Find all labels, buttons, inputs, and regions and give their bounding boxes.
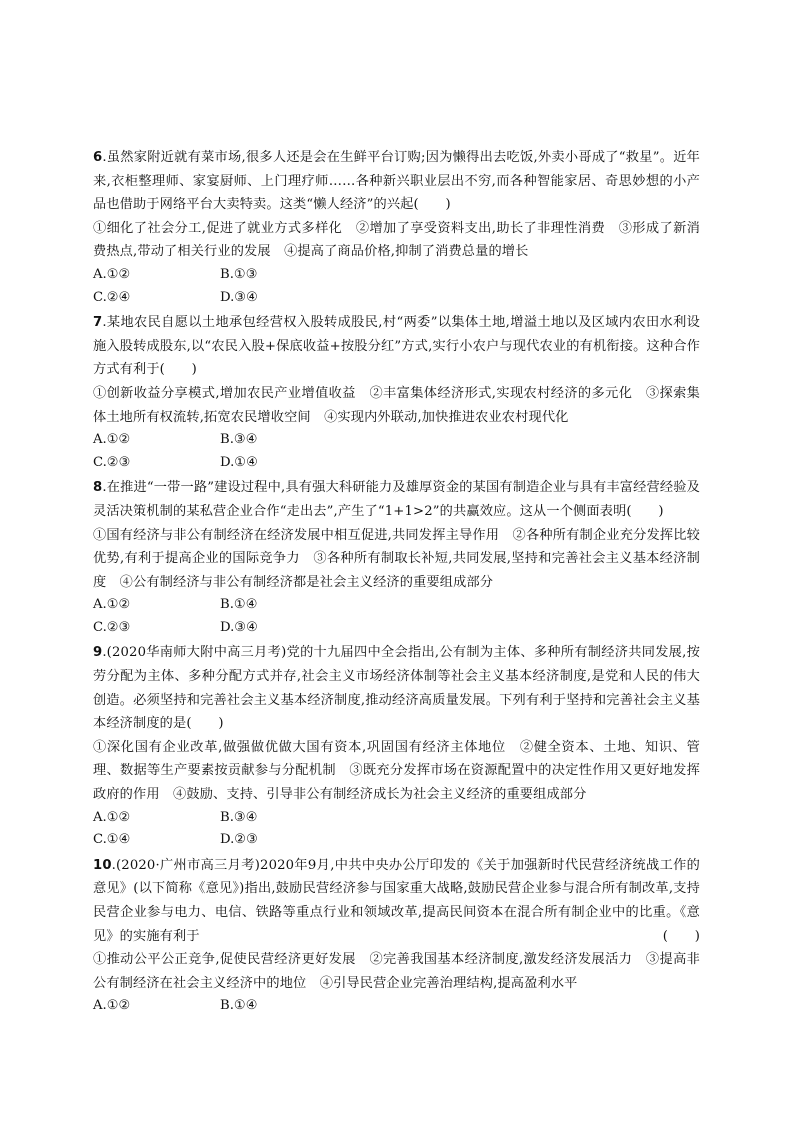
answer-blank: ( )	[662, 928, 700, 944]
question-stem	[93, 854, 700, 948]
choice-a[interactable]: A.①②	[93, 432, 131, 448]
choice-d[interactable]: D.②③	[220, 832, 258, 848]
choice-d[interactable]: D.①④	[220, 454, 258, 470]
question-number: 8	[93, 480, 103, 496]
stem-text: .某地农民自愿以土地承包经营权入股转成股民,村“两委”以集体土地,增溢土地以及区域内农田水利设施入股转成股东,以“农民入股+保底收益+按股分红”方式,实行小农户与现代农业的有机衔接。这种合作方式有利于( )	[93, 315, 700, 378]
choice-c[interactable]: C.②③	[93, 454, 131, 470]
answer-choices	[93, 807, 700, 852]
choice-b[interactable]: B.①④	[220, 597, 258, 613]
choice-c[interactable]: C.②④	[93, 289, 131, 305]
stem-text: .虽然家附近就有菜市场,很多人还是会在生鲜平台订购;因为懒得出去吃饭,外卖小哥成了“救星”。近年来,衣柜整理师、家宴厨师、上门理疗师……各种新兴职业层出不穷,而各种智能家居、奇思妙想的小产品也借助于网络平台大卖特卖。这类“懒人经济”的兴起( )	[93, 150, 700, 213]
answer-choices	[93, 594, 700, 639]
question-9	[93, 641, 700, 851]
statement-options: ①国有经济与非公有制经济在经济发展中相互促进,共同发挥主导作用 ②各种所有制企业充分发挥比较优势,有利于提高企业的国际竞争力 ③各种所有制取长补短,共同发展,坚持和完善社会主义基本经济制度 ④公有制经济与非公有制经济都是社会主义经济的重要组成部分	[93, 527, 700, 590]
statement-options: ①深化国有企业改革,做强做优做大国有资本,巩固国有经济主体地位 ②健全资本、土地、知识、管理、数据等生产要素按贡献参与分配机制 ③既充分发挥市场在资源配置中的决定性作用又更好地发挥政府的作用 ④鼓励、支持、引导非公有制经济成长为社会主义经济的重要组成部分	[93, 739, 700, 803]
choice-a[interactable]: A.①②	[93, 998, 131, 1014]
choice-b[interactable]: B.①③	[220, 266, 258, 282]
stem-text: .在推进“一带一路”建设过程中,具有强大科研能力及雄厚资金的某国有制造企业与具有丰富经营经验及灵活决策机制的某私营企业合作“走出去”,产生了“1+1>2”的共赢效应。这从一个侧面表明( )	[93, 480, 700, 519]
question-6	[93, 146, 700, 309]
stem-text: .(2020·广州市高三月考)2020年9月,中共中央办公厅印发的《关于加强新时代民营经济统战工作的意见》(以下简称《意见》)指出,鼓励民营经济参与国家重大战略,鼓励民营企业参与混合所有制改革,支持民营企业参与电力、电信、铁路等重点行业和领域改革,提高民间资本在混合所有制企业中的比重。《意见》的实施有利于	[93, 857, 700, 944]
answer-choices	[93, 264, 700, 309]
choice-b[interactable]: B.①④	[220, 998, 258, 1014]
stem-text: .(2020华南师大附中高三月考)党的十九届四中全会指出,公有制为主体、多种所有制经济共同发展,按劳分配为主体、多种分配方式并存,社会主义市场经济体制等社会主义基本经济制度,是党和人民的伟大创造。必须坚持和完善社会主义基本经济制度,推动经济高质量发展。下列有利于坚持和完善社会主义基本经济制度的是( )	[93, 645, 700, 732]
question-10	[93, 854, 700, 1018]
choice-d[interactable]: D.③④	[220, 619, 258, 635]
statement-options: ①创新收益分享模式,增加农民产业增值收益 ②丰富集体经济形式,实现农村经济的多元化 ③探索集体土地所有权流转,拓宽农民增收空间 ④实现内外联动,加快推进农业农村现代化	[93, 385, 700, 425]
question-number: 9	[93, 645, 103, 661]
choice-b[interactable]: B.③④	[220, 432, 258, 448]
answer-choices	[93, 429, 700, 474]
question-number: 10	[93, 857, 112, 873]
question-stem	[93, 641, 700, 735]
answer-choices	[93, 995, 700, 1018]
choice-c[interactable]: C.②③	[93, 619, 131, 635]
choice-d[interactable]: D.③④	[220, 289, 258, 305]
choice-c[interactable]: C.①④	[93, 832, 131, 848]
question-stem	[93, 311, 700, 382]
question-7	[93, 311, 700, 474]
question-stem	[93, 476, 700, 523]
question-number: 6	[93, 150, 103, 165]
choice-a[interactable]: A.①②	[93, 266, 131, 282]
question-stem	[93, 146, 700, 217]
statement-options: ①推动公平公正竞争,促使民营经济更好发展 ②完善我国基本经济制度,激发经济发展活力 ③提高非公有制经济在社会主义经济中的地位 ④引导民营企业完善治理结构,提高盈利水平	[93, 952, 700, 991]
choice-b[interactable]: B.③④	[220, 809, 258, 825]
question-number: 7	[93, 315, 103, 331]
statement-options: ①细化了社会分工,促进了就业方式多样化 ②增加了享受资料支出,助长了非理性消费 ③形成了新消费热点,带动了相关行业的发展 ④提高了商品价格,抑制了消费总量的增长	[93, 220, 700, 260]
question-list	[93, 146, 700, 1020]
choice-a[interactable]: A.①②	[93, 809, 131, 825]
choice-a[interactable]: A.①②	[93, 597, 131, 613]
question-8	[93, 476, 700, 639]
